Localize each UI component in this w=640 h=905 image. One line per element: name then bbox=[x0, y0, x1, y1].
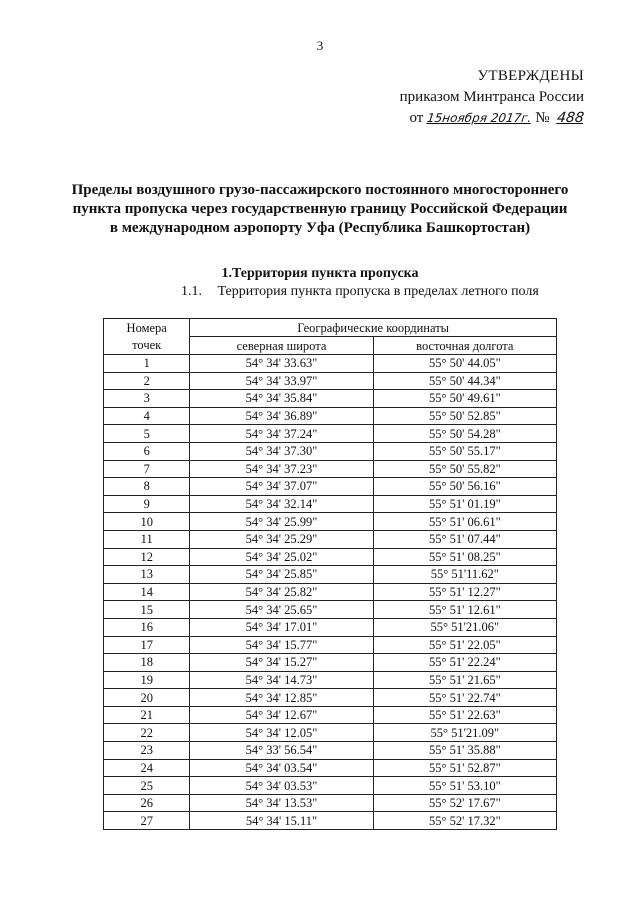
latitude-cell: 54° 34' 15.27" bbox=[190, 654, 373, 672]
handwritten-order-number: 488 bbox=[556, 110, 586, 126]
longitude-cell: 55° 51' 12.61" bbox=[373, 601, 556, 619]
latitude-cell: 54° 33' 56.54" bbox=[190, 742, 373, 760]
latitude-cell: 54° 34' 33.63" bbox=[190, 355, 373, 373]
point-number-cell: 10 bbox=[104, 513, 190, 531]
longitude-cell: 55° 51' 22.24" bbox=[373, 654, 556, 672]
subsection-title: Территория пункта пропуска в пределах летного поля bbox=[217, 284, 539, 299]
table-row bbox=[104, 513, 557, 531]
longitude-cell: 55° 51' 53.10" bbox=[373, 777, 556, 795]
order-line bbox=[400, 108, 584, 129]
document-title-line: в международном аэропорту Уфа (Республика Башкортостан) bbox=[109, 220, 531, 236]
longitude-cell: 55° 51' 06.61" bbox=[373, 513, 556, 531]
latitude-cell: 54° 34' 03.54" bbox=[190, 759, 373, 777]
latitude-cell: 54° 34' 17.01" bbox=[190, 618, 373, 636]
table-row bbox=[104, 794, 557, 812]
latitude-cell: 54° 34' 25.99" bbox=[190, 513, 373, 531]
approval-block bbox=[400, 66, 584, 129]
longitude-cell: 55° 50' 55.82" bbox=[373, 460, 556, 478]
latitude-cell: 54° 34' 15.77" bbox=[190, 636, 373, 654]
table-row bbox=[104, 566, 557, 584]
header-geo-coordinates: Географические координаты bbox=[190, 319, 557, 337]
table-row bbox=[104, 759, 557, 777]
section-title: 1.Территория пункта пропуска bbox=[221, 266, 419, 281]
longitude-cell: 55° 51'11.62" bbox=[373, 566, 556, 584]
longitude-cell: 55° 51'21.06" bbox=[373, 618, 556, 636]
longitude-cell: 55° 52' 17.32" bbox=[373, 812, 556, 830]
longitude-cell: 55° 50' 55.17" bbox=[373, 442, 556, 460]
table-row bbox=[104, 425, 557, 443]
table-row bbox=[104, 742, 557, 760]
document-title-line: Пределы воздушного грузо-пассажирского постоянного многостороннего bbox=[71, 182, 569, 198]
point-number-cell: 1 bbox=[104, 355, 190, 373]
point-number-cell: 11 bbox=[104, 530, 190, 548]
header-point-number bbox=[104, 319, 190, 355]
point-number-cell: 5 bbox=[104, 425, 190, 443]
table-row bbox=[104, 548, 557, 566]
longitude-cell: 55° 52' 17.67" bbox=[373, 794, 556, 812]
table-row bbox=[104, 636, 557, 654]
number-label: № bbox=[535, 110, 550, 126]
latitude-cell: 54° 34' 32.14" bbox=[190, 495, 373, 513]
point-number-cell: 20 bbox=[104, 689, 190, 707]
longitude-cell: 55° 50' 49.61" bbox=[373, 390, 556, 408]
coordinates-table bbox=[103, 318, 557, 830]
point-number-cell: 6 bbox=[104, 442, 190, 460]
latitude-cell: 54° 34' 12.05" bbox=[190, 724, 373, 742]
point-number-cell: 22 bbox=[104, 724, 190, 742]
table-row bbox=[104, 689, 557, 707]
table-row bbox=[104, 601, 557, 619]
latitude-cell: 54° 34' 14.73" bbox=[190, 671, 373, 689]
point-number-cell: 12 bbox=[104, 548, 190, 566]
latitude-cell: 54° 34' 12.85" bbox=[190, 689, 373, 707]
longitude-cell: 55° 50' 44.05" bbox=[373, 355, 556, 373]
header-longitude: восточная долгота bbox=[373, 337, 556, 355]
from-prefix: от bbox=[409, 110, 424, 126]
table-row bbox=[104, 654, 557, 672]
table-row bbox=[104, 724, 557, 742]
latitude-cell: 54° 34' 33.97" bbox=[190, 372, 373, 390]
point-number-cell: 8 bbox=[104, 478, 190, 496]
table-row bbox=[104, 777, 557, 795]
table-row bbox=[104, 530, 557, 548]
point-number-cell: 23 bbox=[104, 742, 190, 760]
longitude-cell: 55° 51' 52.87" bbox=[373, 759, 556, 777]
table-row bbox=[104, 372, 557, 390]
point-number-cell: 7 bbox=[104, 460, 190, 478]
latitude-cell: 54° 34' 37.23" bbox=[190, 460, 373, 478]
latitude-cell: 54° 34' 13.53" bbox=[190, 794, 373, 812]
longitude-cell: 55° 51' 01.19" bbox=[373, 495, 556, 513]
longitude-cell: 55° 51' 21.65" bbox=[373, 671, 556, 689]
approval-title: УТВЕРЖДЕНЫ bbox=[477, 68, 584, 84]
point-number-cell: 27 bbox=[104, 812, 190, 830]
latitude-cell: 54° 34' 15.11" bbox=[190, 812, 373, 830]
point-number-cell: 13 bbox=[104, 566, 190, 584]
longitude-cell: 55° 51' 08.25" bbox=[373, 548, 556, 566]
latitude-cell: 54° 34' 25.85" bbox=[190, 566, 373, 584]
latitude-cell: 54° 34' 25.82" bbox=[190, 583, 373, 601]
latitude-cell: 54° 34' 03.53" bbox=[190, 777, 373, 795]
point-number-cell: 16 bbox=[104, 618, 190, 636]
longitude-cell: 55° 51' 07.44" bbox=[373, 530, 556, 548]
table-row bbox=[104, 407, 557, 425]
latitude-cell: 54° 34' 35.84" bbox=[190, 390, 373, 408]
point-number-cell: 4 bbox=[104, 407, 190, 425]
document-title bbox=[0, 181, 640, 238]
point-number-cell: 18 bbox=[104, 654, 190, 672]
table-row bbox=[104, 460, 557, 478]
latitude-cell: 54° 34' 12.67" bbox=[190, 706, 373, 724]
point-number-cell: 17 bbox=[104, 636, 190, 654]
document-title-line: пункта пропуска через государственную границу Российской Федерации bbox=[72, 201, 568, 217]
latitude-cell: 54° 34' 37.30" bbox=[190, 442, 373, 460]
latitude-cell: 54° 34' 25.02" bbox=[190, 548, 373, 566]
header-point-number-line2: точек bbox=[132, 337, 162, 352]
page-number: 3 bbox=[316, 38, 324, 53]
longitude-cell: 55° 51' 22.74" bbox=[373, 689, 556, 707]
longitude-cell: 55° 51' 35.88" bbox=[373, 742, 556, 760]
latitude-cell: 54° 34' 36.89" bbox=[190, 407, 373, 425]
point-number-cell: 21 bbox=[104, 706, 190, 724]
point-number-cell: 25 bbox=[104, 777, 190, 795]
longitude-cell: 55° 50' 56.16" bbox=[373, 478, 556, 496]
latitude-cell: 54° 34' 25.29" bbox=[190, 530, 373, 548]
longitude-cell: 55° 51' 12.27" bbox=[373, 583, 556, 601]
subsection-number: 1.1. bbox=[181, 284, 202, 299]
latitude-cell: 54° 34' 25.65" bbox=[190, 601, 373, 619]
point-number-cell: 14 bbox=[104, 583, 190, 601]
longitude-cell: 55° 50' 52.85" bbox=[373, 407, 556, 425]
table-row bbox=[104, 583, 557, 601]
point-number-cell: 2 bbox=[104, 372, 190, 390]
approval-line: приказом Минтранса России bbox=[399, 89, 584, 105]
point-number-cell: 9 bbox=[104, 495, 190, 513]
longitude-cell: 55° 51'21.09" bbox=[373, 724, 556, 742]
header-point-number-line1: Номера bbox=[126, 320, 167, 335]
longitude-cell: 55° 51' 22.05" bbox=[373, 636, 556, 654]
table-row bbox=[104, 495, 557, 513]
subsection-heading bbox=[181, 284, 539, 300]
point-number-cell: 24 bbox=[104, 759, 190, 777]
table-row bbox=[104, 442, 557, 460]
table-row bbox=[104, 478, 557, 496]
handwritten-date: 15ноября 2017г. bbox=[426, 111, 533, 125]
table-row bbox=[104, 618, 557, 636]
longitude-cell: 55° 50' 44.34" bbox=[373, 372, 556, 390]
header-latitude: северная широта bbox=[190, 337, 373, 355]
table-row bbox=[104, 706, 557, 724]
table-row bbox=[104, 671, 557, 689]
point-number-cell: 15 bbox=[104, 601, 190, 619]
table-row bbox=[104, 390, 557, 408]
longitude-cell: 55° 50' 54.28" bbox=[373, 425, 556, 443]
latitude-cell: 54° 34' 37.24" bbox=[190, 425, 373, 443]
longitude-cell: 55° 51' 22.63" bbox=[373, 706, 556, 724]
table-row bbox=[104, 812, 557, 830]
latitude-cell: 54° 34' 37.07" bbox=[190, 478, 373, 496]
point-number-cell: 3 bbox=[104, 390, 190, 408]
point-number-cell: 19 bbox=[104, 671, 190, 689]
point-number-cell: 26 bbox=[104, 794, 190, 812]
table-row bbox=[104, 355, 557, 373]
